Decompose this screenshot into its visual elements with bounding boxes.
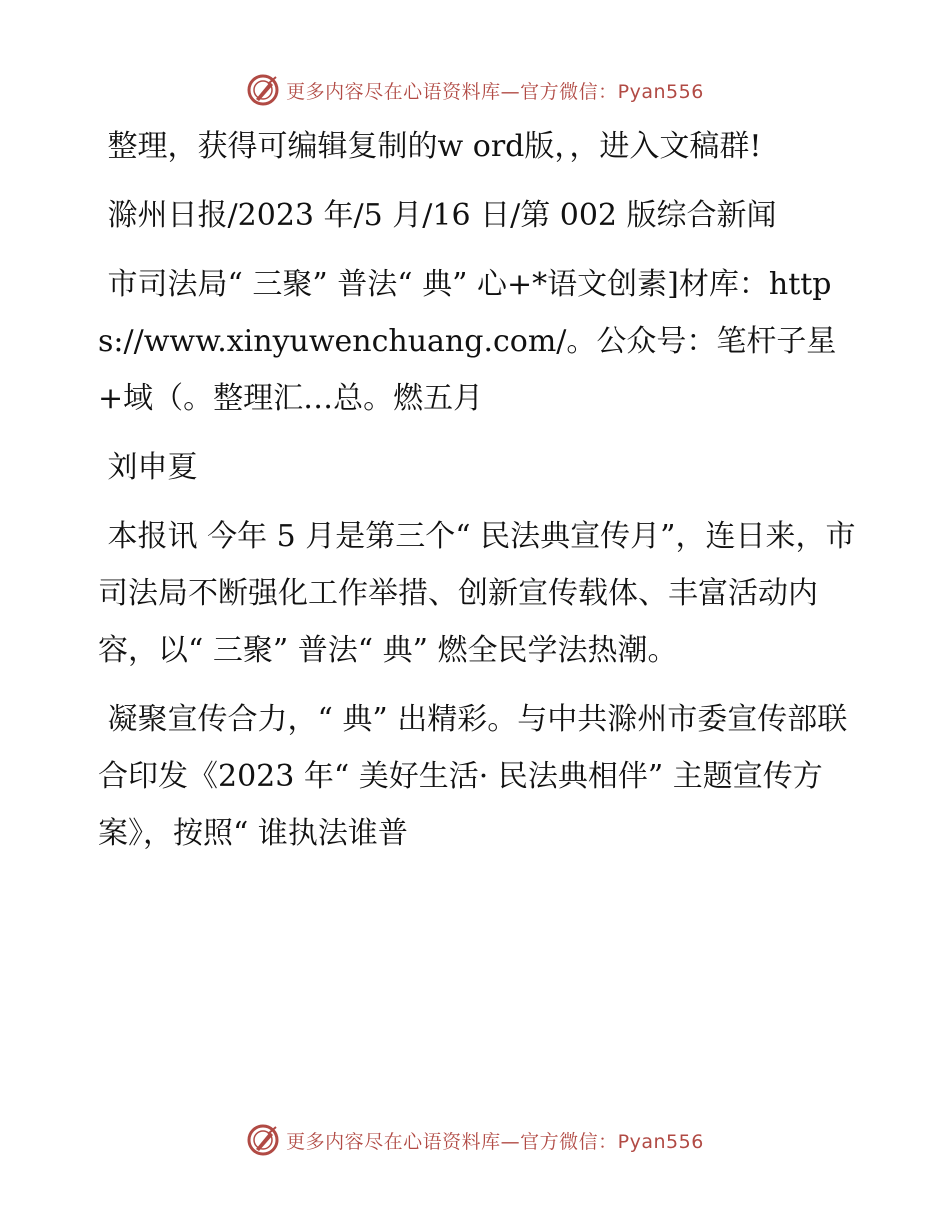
paragraph-source: 滁州日报/2023 年/5 月/16 日/第 002 版综合新闻 <box>98 198 777 233</box>
footer-banner-text: 更多内容尽在心语资料库—官方微信：Pyan556 <box>286 1130 704 1153</box>
paragraph-author: 刘申夏 <box>98 450 198 485</box>
paragraph-body: 凝聚宣传合力，“ 典” 出精彩。与中共滁州市委宣传部联合印发《2023 年“ 美好生活· 民法典相伴” 主题宣传方案》，按照“ 谁执法谁普 <box>98 702 848 851</box>
footer-banner <box>0 1120 950 1160</box>
header-banner-text: 更多内容尽在心语资料库—官方微信：Pyan556 <box>286 80 704 103</box>
pen-nib-logo-icon <box>246 1123 280 1157</box>
header-banner <box>0 70 950 110</box>
paragraph-headline: 市司法局“ 三聚” 普法“ 典” 心+*语文创素]材库：https://www.xinyuwenchuang.com/。公众号：笔杆子星+域（。整理汇…总。燃五月 <box>98 267 837 416</box>
paragraph-lead: 本报讯 今年 5 月是第三个“ 民法典宣传月”，连日来，市司法局不断强化工作举措、创新宣传载体、丰富活动内容，以“ 三聚” 普法“ 典” 燃全民学法热潮。 <box>98 519 856 668</box>
document-body <box>98 118 858 874</box>
pen-nib-logo-icon <box>246 73 280 107</box>
paragraph-intro: 整理，获得可编辑复制的w ord版，，进入文稿群! <box>98 129 762 164</box>
